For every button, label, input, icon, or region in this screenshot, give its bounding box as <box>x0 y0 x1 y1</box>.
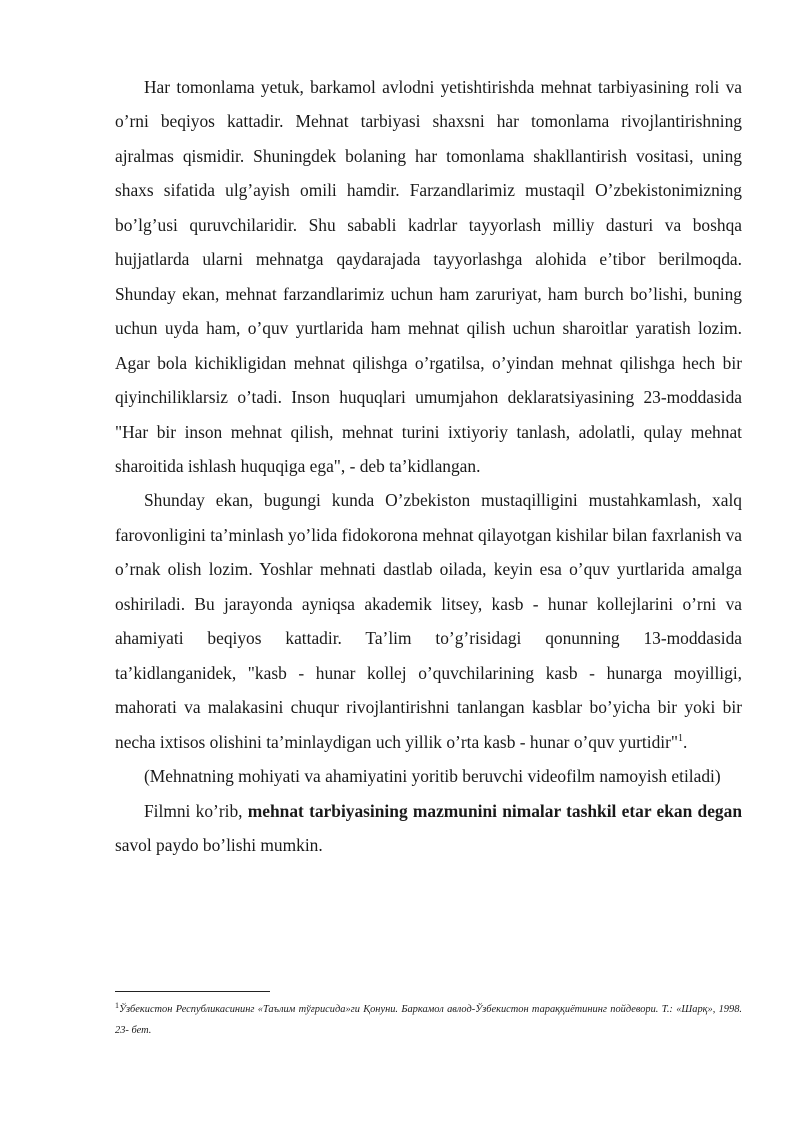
footnote-marker: 1 <box>115 1001 119 1010</box>
paragraph-2 <box>115 483 742 759</box>
paragraph-1 <box>115 70 742 483</box>
paragraph-4 <box>115 794 742 863</box>
paragraph-4-bold-text: mehnat tarbiyasining mazmunini nimalar tashkil etar ekan degan <box>247 800 742 821</box>
paragraph-2-text: Shunday ekan, bugungi kunda O’zbekiston mustaqilligini mustahkamlash, xalq farovonligini ta’minlash yo’lida fidokorona mehnat qilayotgan kishilar bilan faxrlanish va o’rnak olish lozim. Yoshlar mehnati dastlab oilada, keyin esa o’quv yurtlarida amalga oshiriladi. Bu jarayonda ayniqsa akademik litsey, kasb - hunar kollejlarini o’rni va ahamiyati beqiyos kattadir. Ta’lim to’g’risidagi qonunning 13-moddasida ta’kidlanganidek, "kasb - hunar kollej o’quvchilarining kasb - hunarga moyilligi, mahorati va malakasini chuqur rivojlantirishni tanlangan kasblar bo’yicha bir yoki bir necha ixtisos olishini ta’minlaydigan uch yillik o’rta kasb - hunar o’quv yurtidir" <box>115 490 742 752</box>
footnote <box>115 999 742 1041</box>
paragraph-4-text-before: Filmni ko’rib, <box>144 800 248 821</box>
paragraph-3-text: (Mehnatning mohiyati va ahamiyatini yoritib beruvchi videofilm namoyish etiladi) <box>144 766 721 787</box>
paragraph-4-text-after: savol paydo bo’lishi mumkin. <box>115 834 323 855</box>
paragraph-1-text: Har tomonlama yetuk, barkamol avlodni yetishtirishda mehnat tarbiyasining roli va o’rni beqiyos kattadir. Mehnat tarbiyasi shaxsni har tomonlama rivojlantirishning ajralmas qismidir. Shuningdek bolaning har tomonlama shakllantirish vositasi, uning shaxs sifatida ulg’ayish omili hamdir. Farzandlarimiz mustaqil O’zbekistonimizning bo’lg’usi quruvchilaridir. Shu sababli kadrlar tayyorlash milliy dasturi va boshqa hujjatlarda ularni mehnatga qaydarajada tayyorlashga alohida e’tibor berilmoqda. Shunday ekan, mehnat farzandlarimiz uchun ham zaruriyat, ham burch bo’lishi, buning uchun uyda ham, o’quv yurtlarida ham mehnat qilish uchun sharoitlar yaratish lozim. Agar bola kichikligidan mehnat qilishga o’rgatilsa, o’yindan mehnat qilishga hech bir qiyinchiliklarsiz o’tadi. Inson huquqlari umumjahon deklaratsiyasining 23-moddasida "Har bir inson mehnat qilish, mehnat turini ixtiyoriy tanlash, adolatli, qulay mehnat sharoitida ishlash huquqiga ega", - deb ta’kidlangan. <box>115 77 742 476</box>
footnote-reference[interactable]: 1 <box>678 732 684 744</box>
footnote-text: Ўзбекистон Республикасининг «Таълим тўғрисида»ги Қонуни. Баркамол авлод-Ўзбекистон тараққиётининг пойдевори. Т.: «Шарқ», 1998. 23- бет. <box>115 1004 742 1036</box>
body-text <box>115 70 742 862</box>
paragraph-3 <box>115 759 742 793</box>
paragraph-2-end: . <box>683 731 688 752</box>
footnote-separator <box>115 991 270 992</box>
